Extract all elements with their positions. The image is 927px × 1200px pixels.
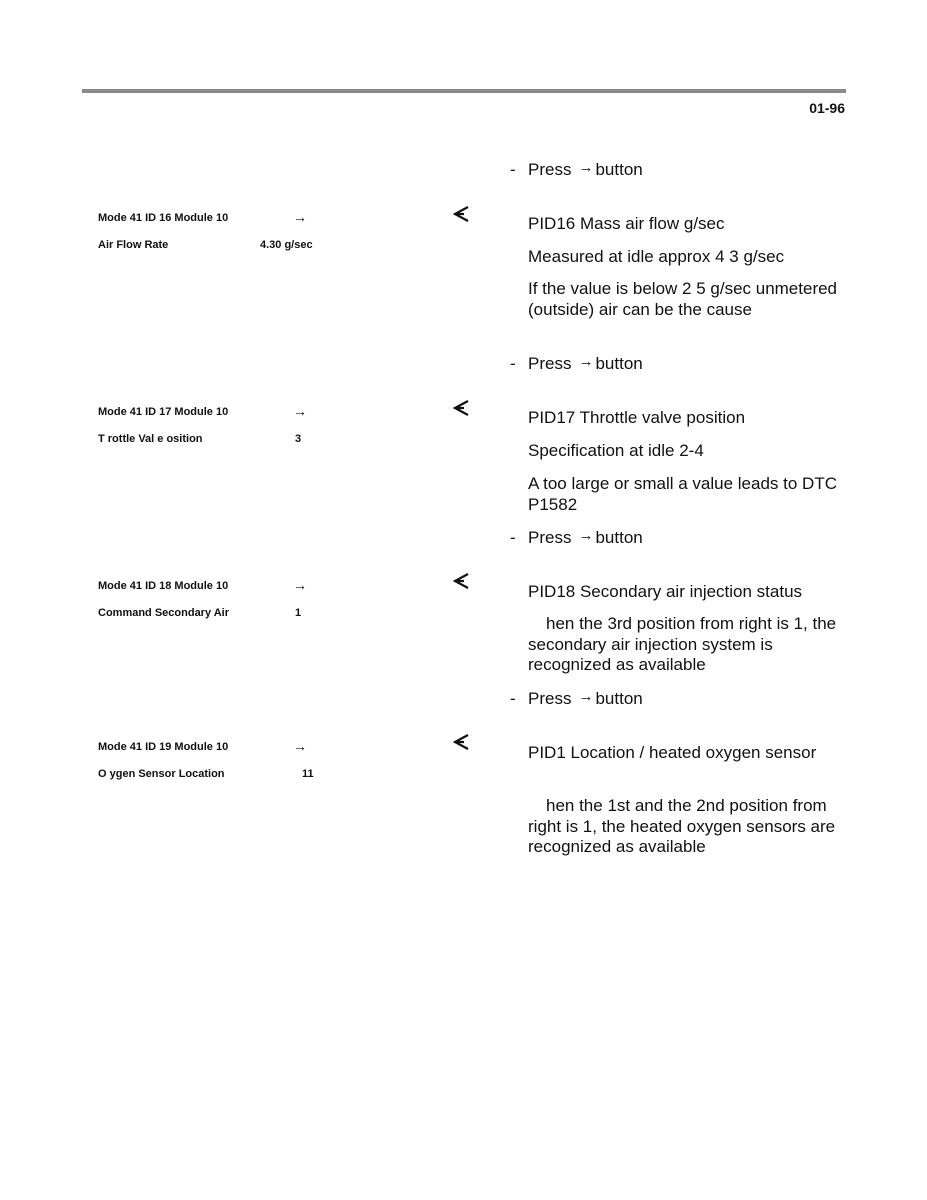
tester-display-2 (98, 403, 338, 454)
button-label: button (595, 354, 643, 373)
button-label: button (595, 689, 643, 708)
pid-heading: PID17 Throttle valve position (528, 408, 746, 427)
display-arrow-icon: → (293, 209, 307, 225)
press-step-2: - Press → button (510, 353, 643, 373)
tester-display-3 (98, 577, 338, 628)
display-label: O ygen Sensor Location (98, 768, 225, 780)
right-arrow-icon: → (578, 353, 594, 370)
display-mode-line: Mode 41 ID 17 Module 10 (98, 406, 229, 418)
pid-text: hen the 3rd position from right is 1, the secondary air injection system is recognized as available (528, 614, 837, 674)
display-arrow-icon: → (293, 403, 307, 419)
press-label: Press (528, 528, 572, 547)
right-arrow-icon: → (578, 159, 594, 176)
pointer-icon (452, 733, 472, 751)
tester-display-4 (98, 738, 338, 789)
pid-text: If the value is below 2 5 g/sec unmetered (outside) air can be the cause (528, 279, 838, 319)
header-rule (82, 89, 846, 93)
pid-text: Measured at idle approx 4 3 g/sec (528, 247, 785, 266)
button-label: button (595, 160, 643, 179)
display-mode-line: Mode 41 ID 19 Module 10 (98, 741, 229, 753)
pointer-icon (452, 399, 472, 417)
pid-text: hen the 1st and the 2nd position from right is 1, the heated oxygen sensors are recognized as available (528, 796, 836, 856)
display-value: 11 (302, 768, 314, 780)
display-label: T rottle Val e osition (98, 433, 203, 445)
press-label: Press (528, 160, 572, 179)
tester-display-1 (98, 209, 338, 260)
press-label: Press (528, 354, 572, 373)
display-label: Air Flow Rate (98, 239, 169, 251)
pid-heading: PID16 Mass air flow g/sec (528, 214, 725, 233)
display-mode-line: Mode 41 ID 16 Module 10 (98, 212, 229, 224)
pointer-icon (452, 205, 472, 223)
pid-heading: PID18 Secondary air injection status (528, 582, 803, 601)
display-arrow-icon: → (293, 738, 307, 754)
display-arrow-icon: → (293, 577, 307, 593)
press-label: Press (528, 689, 572, 708)
right-arrow-icon: → (578, 688, 594, 705)
display-value: 1 (295, 607, 302, 619)
press-step-3: - Press → button (510, 527, 643, 547)
right-arrow-icon: → (578, 527, 594, 544)
pid-heading: PID1 Location / heated oxygen sensor (528, 743, 817, 762)
display-mode-line: Mode 41 ID 18 Module 10 (98, 580, 229, 592)
pid-text: A too large or small a value leads to DTC P1582 (528, 474, 837, 514)
display-label: Command Secondary Air (98, 607, 230, 619)
button-label: button (595, 528, 643, 547)
pid-text: Specification at idle 2-4 (528, 441, 704, 460)
page-number: 01-96 (809, 100, 845, 116)
display-value: 4.30 g/sec (260, 239, 313, 251)
pointer-icon (452, 572, 472, 590)
press-step-1: - Press → button (510, 159, 643, 179)
press-step-4: - Press → button (510, 688, 643, 708)
display-value: 3 (295, 433, 302, 445)
